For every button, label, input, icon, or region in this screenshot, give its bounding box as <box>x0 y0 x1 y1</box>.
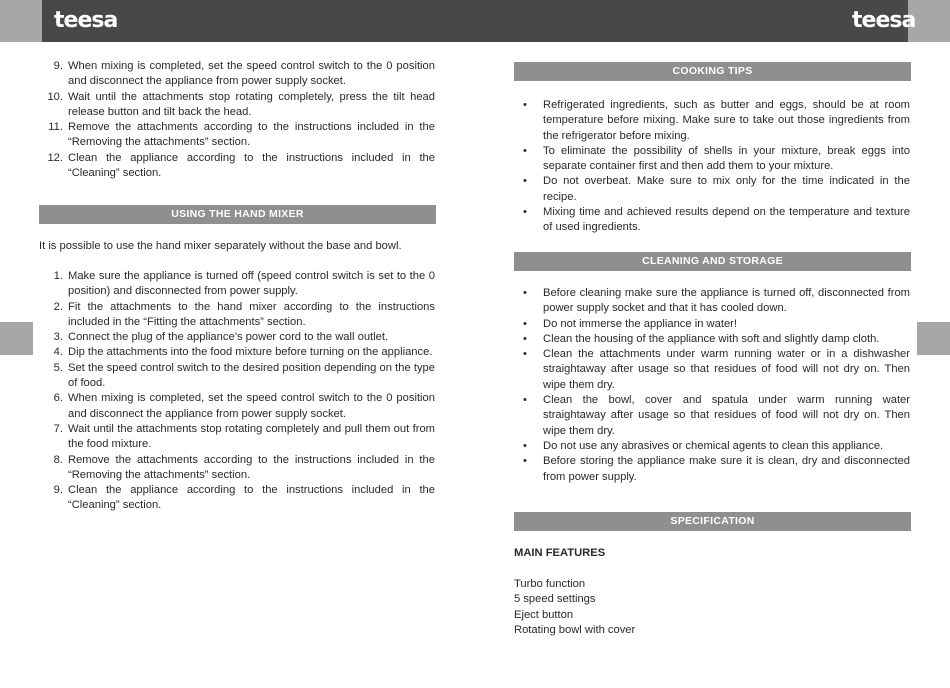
item-number: 8. <box>53 453 63 466</box>
item-text: Do not overbeat. Make sure to mix only for the time indicated in the recipe. <box>543 175 910 203</box>
list-item <box>514 205 910 236</box>
header-bar <box>0 0 950 42</box>
list-item <box>514 347 910 393</box>
list-item <box>39 345 435 360</box>
list-item <box>39 483 435 514</box>
list-item <box>514 286 910 317</box>
item-number: 10. <box>47 90 63 103</box>
bullet-icon: • <box>523 439 527 452</box>
cleaning-storage-list <box>514 286 910 485</box>
item-text: To eliminate the possibility of shells in your mixture, break eggs into separate container first and then add them to your mixture. <box>543 144 910 173</box>
bullet-icon: • <box>523 175 527 188</box>
list-item <box>514 393 910 439</box>
hand-mixer-steps-list <box>39 269 435 514</box>
item-number: 9. <box>53 60 63 72</box>
item-text: Do not use any abrasives or chemical agents to clean this appliance. <box>543 439 884 452</box>
item-number: 11. <box>48 121 63 134</box>
item-number: 1. <box>53 270 63 282</box>
item-text: Clean the attachments under warm running water or in a dishwasher straightaway after usage so that residues of food will not dry on. Then wipe them dry. <box>543 348 910 391</box>
item-text: Mixing time and achieved results depend on the temperature and texture of used ingredients. <box>543 206 910 234</box>
main-features-title: MAIN FEATURES <box>514 547 606 559</box>
item-text: When mixing is completed, set the speed control switch to the 0 position and disconnect the appliance from power supply socket. <box>68 392 435 420</box>
item-text: Remove the attachments according to the instructions included in the “Removing the attachments” section. <box>68 121 435 149</box>
list-item <box>39 391 435 422</box>
feature-item: Rotating bowl with cover <box>514 623 636 636</box>
item-text: Refrigerated ingredients, such as butter and eggs, should be at room temperature before mixing. Make sure to take out those ingredients from the refrigerator before mixing. <box>543 99 910 142</box>
list-item <box>39 361 435 392</box>
hand-mixer-intro: It is possible to use the hand mixer separately without the base and bowl. <box>39 240 402 252</box>
cooking-tips-heading: COOKING TIPS <box>514 62 911 81</box>
list-item <box>39 269 435 300</box>
item-text: Before storing the appliance make sure it is clean, dry and disconnected from power supply. <box>543 455 910 483</box>
features-list <box>514 577 814 638</box>
item-text: Wait until the attachments stop rotating completely and pull them out from the food mixture. <box>68 422 435 451</box>
header-corner-left <box>0 0 42 42</box>
list-item <box>39 300 435 331</box>
bullet-icon: • <box>523 317 527 330</box>
bullet-icon: • <box>523 394 527 407</box>
item-number: 4. <box>53 346 63 359</box>
bullet-icon: • <box>523 144 527 157</box>
item-text: Do not immerse the appliance in water! <box>543 317 738 330</box>
feature-item: Eject button <box>514 608 574 621</box>
bullet-icon: • <box>523 287 527 299</box>
list-item <box>39 422 435 453</box>
list-item <box>39 59 435 90</box>
list-item <box>514 317 910 332</box>
brand-logo-right: teesa <box>852 8 916 33</box>
cleaning-storage-heading: CLEANING AND STORAGE <box>514 252 911 271</box>
list-item <box>514 174 910 205</box>
item-text: Clean the bowl, cover and spatula under warm running water straightaway after usage so that residues of food will not dry on. Then wipe them dry. <box>543 394 910 437</box>
hand-mixer-heading: USING THE HAND MIXER <box>39 205 436 224</box>
bullet-icon: • <box>523 332 527 345</box>
item-text: When mixing is completed, set the speed control switch to the 0 position and disconnect the appliance from power supply socket. <box>68 60 435 88</box>
list-item <box>514 454 910 485</box>
brand-logo-left: teesa <box>54 8 118 33</box>
item-number: 5. <box>53 361 63 374</box>
list-item <box>39 151 435 182</box>
item-number: 7. <box>53 422 63 435</box>
list-item <box>514 98 910 144</box>
list-item <box>39 90 435 121</box>
page-edge-tab-right <box>917 322 950 355</box>
item-text: Fit the attachments to the hand mixer according to the instructions included in the “Fitting the attachments” section. <box>68 300 435 328</box>
feature-item: Turbo function <box>514 578 586 590</box>
item-text: Set the speed control switch to the desired position depending on the type of food. <box>68 361 435 390</box>
list-item <box>39 453 435 484</box>
item-text: Clean the housing of the appliance with soft and slightly damp cloth. <box>543 332 880 345</box>
cooking-tips-list <box>514 98 910 236</box>
list-item <box>39 120 435 151</box>
item-text: Clean the appliance according to the instructions included in the “Cleaning” section. <box>68 484 435 512</box>
item-number: 9. <box>53 484 63 497</box>
list-item <box>514 144 910 175</box>
page-edge-tab-left <box>0 322 33 355</box>
list-item <box>514 439 910 454</box>
item-text: Dip the attachments into the food mixture before turning on the appliance. <box>68 346 433 359</box>
item-number: 12. <box>47 151 63 164</box>
item-text: Wait until the attachments stop rotating completely, press the tilt head release button and tilt back the head. <box>68 90 435 118</box>
list-item <box>39 330 435 345</box>
item-text: Before cleaning make sure the appliance is turned off, disconnected from power supply socket and that it has cooled down. <box>543 287 910 315</box>
item-number: 2. <box>53 300 63 313</box>
item-text: Connect the plug of the appliance’s power cord to the wall outlet. <box>68 331 389 344</box>
item-number: 3. <box>53 331 63 344</box>
bullet-icon: • <box>523 206 527 219</box>
feature-item: 5 speed settings <box>514 593 596 606</box>
item-text: Remove the attachments according to the instructions included in the “Removing the attachments” section. <box>68 453 435 481</box>
bullet-icon: • <box>523 348 527 361</box>
continued-steps-list <box>39 59 435 181</box>
specification-heading: SPECIFICATION <box>514 512 911 531</box>
bullet-icon: • <box>523 455 527 468</box>
list-item <box>514 332 910 347</box>
item-text: Make sure the appliance is turned off (speed control switch is set to the 0 position) and disconnected from power supply. <box>68 270 435 298</box>
item-number: 6. <box>53 392 63 405</box>
bullet-icon: • <box>523 99 527 111</box>
item-text: Clean the appliance according to the instructions included in the “Cleaning” section. <box>68 151 435 180</box>
